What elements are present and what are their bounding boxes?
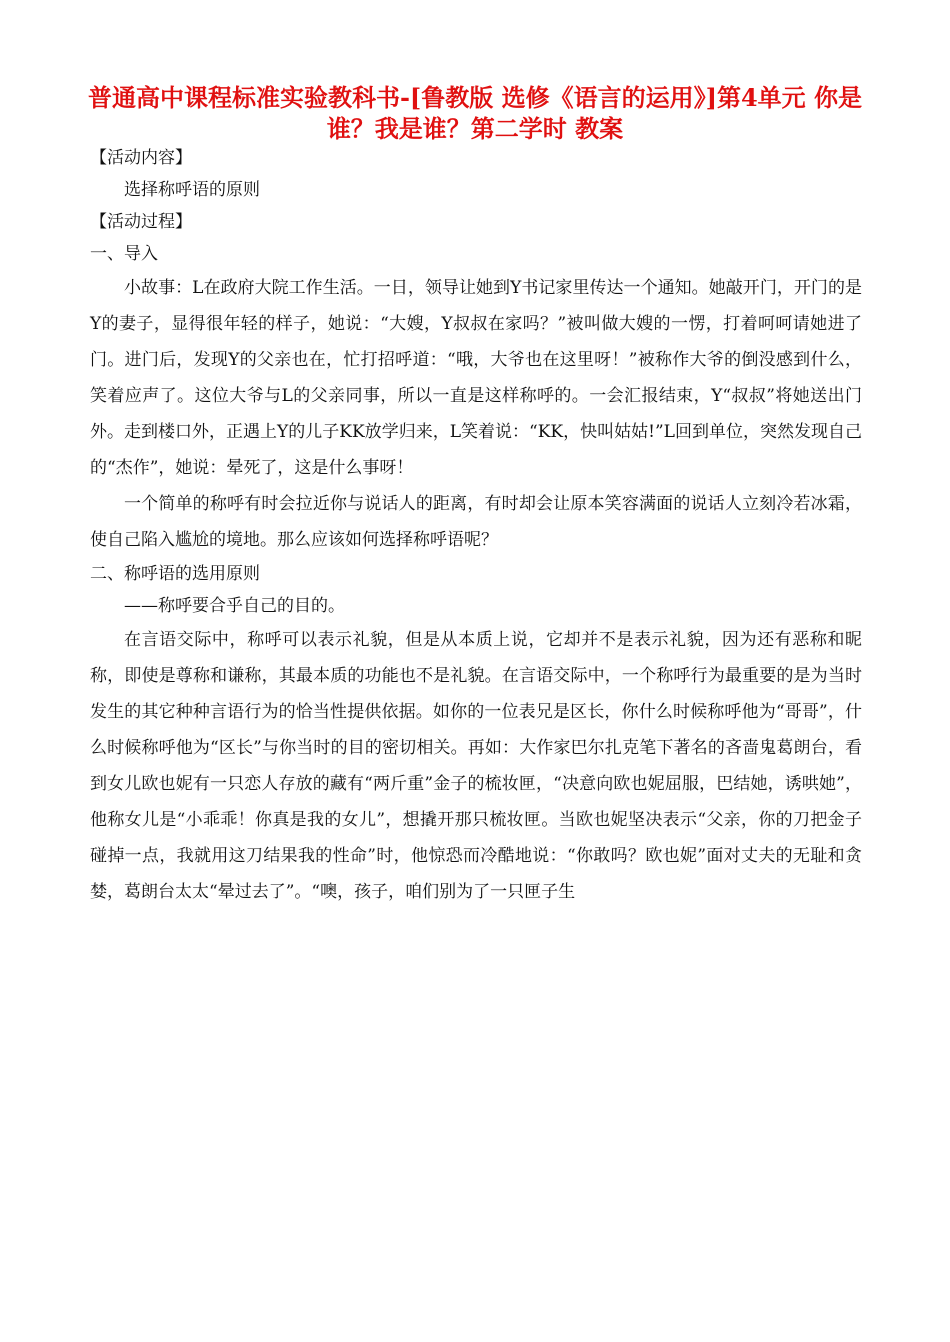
section-label-activity-process: 【活动过程】 (90, 212, 192, 232)
heading-principles: 二、称呼语的选用原则 (90, 564, 260, 584)
document-body (90, 142, 862, 910)
document-title: 普通高中课程标准实验教科书-[鲁教版 选修《语言的运用》]第4单元 你是谁？我是谁？第二学时 教案 (87, 83, 863, 143)
paragraph-question: 一个简单的称呼有时会拉近你与说话人的距离，有时却会让原本笑容满面的说话人立刻冷若冰霜，使自己陷入尴尬的境地。那么应该如何选择称呼语呢？ (90, 494, 862, 550)
heading-introduction: 一、导入 (90, 244, 158, 264)
paragraph-explanation: 在言语交际中，称呼可以表示礼貌，但是从本质上说，它却并不是表示礼貌，因为还有恶称和昵称，即使是尊称和谦称，其最本质的功能也不是礼貌。在言语交际中，一个称呼行为最重要的是为当时发生的其它种种言语行为的恰当性提供依据。如你的一位表兄是区长，你什么时候称呼他为“哥哥”，什么时候称呼他为“区长”与你当时的目的密切相关。再如：大作家巴尔扎克笔下著名的吝啬鬼葛朗台，看到女儿欧也妮有一只恋人存放的藏有“两斤重”金子的梳妆匣，“决意向欧也妮屈服，巴结她，诱哄她”，他称女儿是“小乖乖！你真是我的女儿”，想撬开那只梳妆匣。当欧也妮坚决表示“父亲，你的刀把金子碰掉一点，我就用这刀结果我的性命”时，他惊恐而冷酷地说：“你敢吗？欧也妮”面对丈夫的无耻和贪婪，葛朗台太太“晕过去了”。“噢，孩子，咱们别为了一只匣子生 (90, 630, 862, 902)
principle-statement: ——称呼要合乎自己的目的。 (124, 596, 345, 616)
activity-content-text: 选择称呼语的原则 (124, 180, 260, 200)
paragraph-story: 小故事：L在政府大院工作生活。一日，领导让她到Y书记家里传达一个通知。她敲开门，开门的是Y的妻子，显得很年轻的样子，她说：“大嫂，Y叔叔在家吗？”被叫做大嫂的一愣，打着呵呵请她进了门。进门后，发现Y的父亲也在，忙打招呼道：“哦，大爷也在这里呀！”被称作大爷的倒没感到什么，笑着应声了。这位大爷与L的父亲同事，所以一直是这样称呼的。一会汇报结束，Y“叔叔”将她送出门外。走到楼口外，正遇上Y的儿子KK放学归来，L笑着说：“KK，快叫姑姑!”L回到单位，突然发现自己的“杰作”，她说：晕死了，这是什么事呀！ (90, 278, 862, 478)
section-label-activity-content: 【活动内容】 (90, 148, 192, 168)
